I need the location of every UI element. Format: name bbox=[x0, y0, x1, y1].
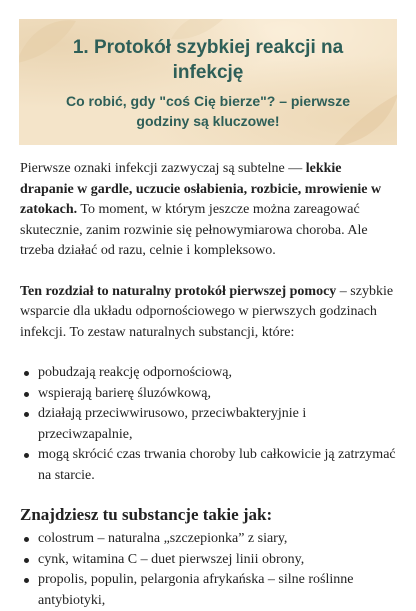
protocol-emphasis: Ten rozdział to naturalny protokół pierwszej pomocy bbox=[20, 283, 337, 299]
protocol-paragraph bbox=[20, 282, 398, 344]
intro-paragraph bbox=[20, 159, 398, 262]
main-content bbox=[20, 159, 398, 611]
header-banner bbox=[19, 19, 397, 145]
section-title: 1. Protokół szybkiej reakcji na infekcję bbox=[72, 37, 344, 83]
list-item: mogą skrócić czas trwania choroby lub całkowicie ją zatrzymać na starcie. bbox=[20, 445, 398, 486]
substances-heading: Znajdziesz tu substancje takie jak: bbox=[20, 505, 273, 524]
list-item: colostrum – naturalna „szczepionka” z siary, bbox=[20, 529, 398, 550]
section-subtitle: Co robić, gdy "coś Cię bierze"? – pierwsze godziny są kluczowe! bbox=[65, 93, 351, 129]
effects-list bbox=[20, 363, 398, 486]
intro-text-continued: To moment, w którym jeszcze można zareagować skutecznie, zanim rozwinie się pełnowymiarowa choroba. Ale trzeba działać od razu, celnie i kompleksowo. bbox=[20, 202, 368, 258]
list-item: propolis, populin, pelargonia afrykańska – silne roślinne antybiotyki, bbox=[20, 570, 398, 611]
list-item: pobudzają reakcję odpornościową, bbox=[20, 363, 398, 384]
protocol-text: – szybkie wsparcie dla układu odpornościowego w pierwszych godzinach infekcji. To zestaw naturalnych substancji, które: bbox=[20, 283, 394, 340]
list-item: wspierają barierę śluzówkową, bbox=[20, 384, 398, 405]
intro-text: Pierwsze oznaki infekcji zazwyczaj są subtelne — bbox=[20, 161, 306, 176]
list-item: cynk, witamina C – duet pierwszej linii obrony, bbox=[20, 550, 398, 571]
list-item: działają przeciwwirusowo, przeciwbakteryjnie i przeciwzapalnie, bbox=[20, 404, 398, 445]
substances-list bbox=[20, 529, 398, 611]
symptoms-emphasis: lekkie drapanie w gardle, uczucie osłabienia, rozbicie, mrowienie w zatokach. bbox=[20, 161, 382, 217]
